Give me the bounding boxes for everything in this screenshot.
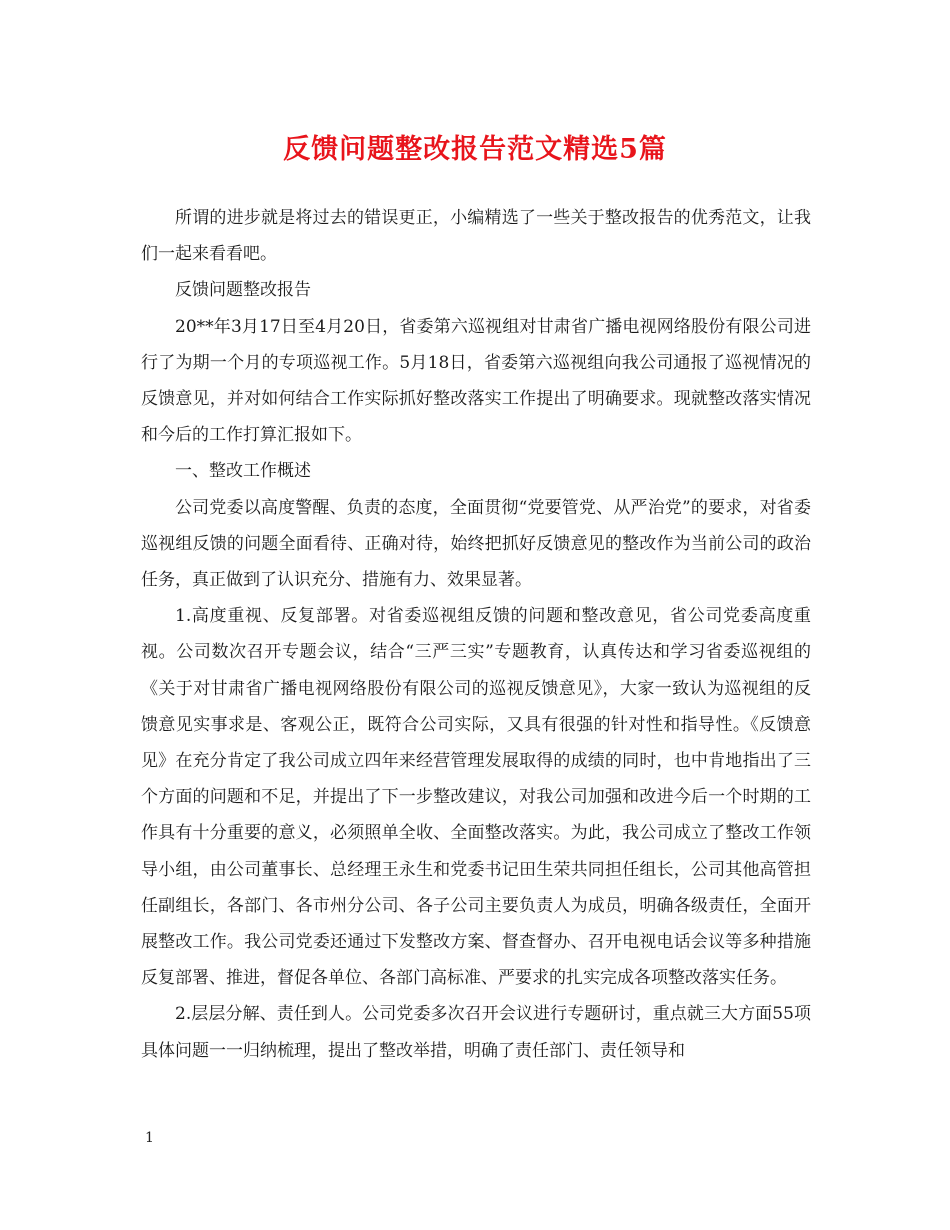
body-paragraph: 公司党委以高度警醒、负责的态度，全面贯彻“党要管党、从严治党”的要求，对省委巡视组反馈的问题全面看待、正确对待，始终把抓好反馈意见的整改作为当前公司的政治任务，真正做到了认识充分、措施有力、效果显著。	[141, 497, 811, 591]
section-heading: 反馈问题整改报告	[175, 280, 311, 301]
intro-paragraph: 所谓的进步就是将过去的错误更正，小编精选了一些关于整改报告的优秀范文，让我们一起来看看吧。	[141, 208, 811, 265]
document-title: 反馈问题整改报告范文精选5篇	[283, 134, 667, 165]
body-paragraph: 2.层层分解、责任到人。公司党委多次召开会议进行专题研讨，重点就三大方面55项具体问题一一归纳梳理，提出了整改举措，明确了责任部门、责任领导和	[141, 1004, 811, 1061]
body-paragraph: 1.高度重视、反复部署。对省委巡视组反馈的问题和整改意见，省公司党委高度重视。公司数次召开专题会议，结合“三严三实”专题教育，认真传达和学习省委巡视组的《关于对甘肃省广播电视网络股份有限公司的巡视反馈意见》，大家一致认为巡视组的反馈意见实事求是、客观公正，既符合公司实际，又具有很强的针对性和指导性。《反馈意见》在充分肯定了我公司成立四年来经营管理发展取得的成绩的同时，也中肯地指出了三个方面的问题和不足，并提出了下一步整改建议，对我公司加强和改进今后一个时期的工作具有十分重要的意义，必须照单全收、全面整改落实。为此，我公司成立了整改工作领导小组，由公司董事长、总经理王永生和党委书记田生荣共同担任组长，公司其他高管担任副组长，各部门、各市州分公司、各子公司主要负责人为成员，明确各级责任，全面开展整改工作。我公司党委还通过下发整改方案、督查督办、召开电视电话会议等多种措施反复部署、推进，督促各单位、各部门高标准、严要求的扎实完成各项整改落实任务。	[141, 606, 811, 989]
subsection-heading: 一、整改工作概述	[175, 461, 311, 482]
page-number: 1	[145, 1130, 154, 1146]
body-paragraph: 20**年3月17日至4月20日，省委第六巡视组对甘肃省广播电视网络股份有限公司进行了为期一个月的专项巡视工作。5月18日，省委第六巡视组向我公司通报了巡视情况的反馈意见，并对如何结合工作实际抓好整改落实工作提出了明确要求。现就整改落实情况和今后的工作打算汇报如下。	[141, 316, 811, 446]
document-body	[141, 200, 811, 1069]
